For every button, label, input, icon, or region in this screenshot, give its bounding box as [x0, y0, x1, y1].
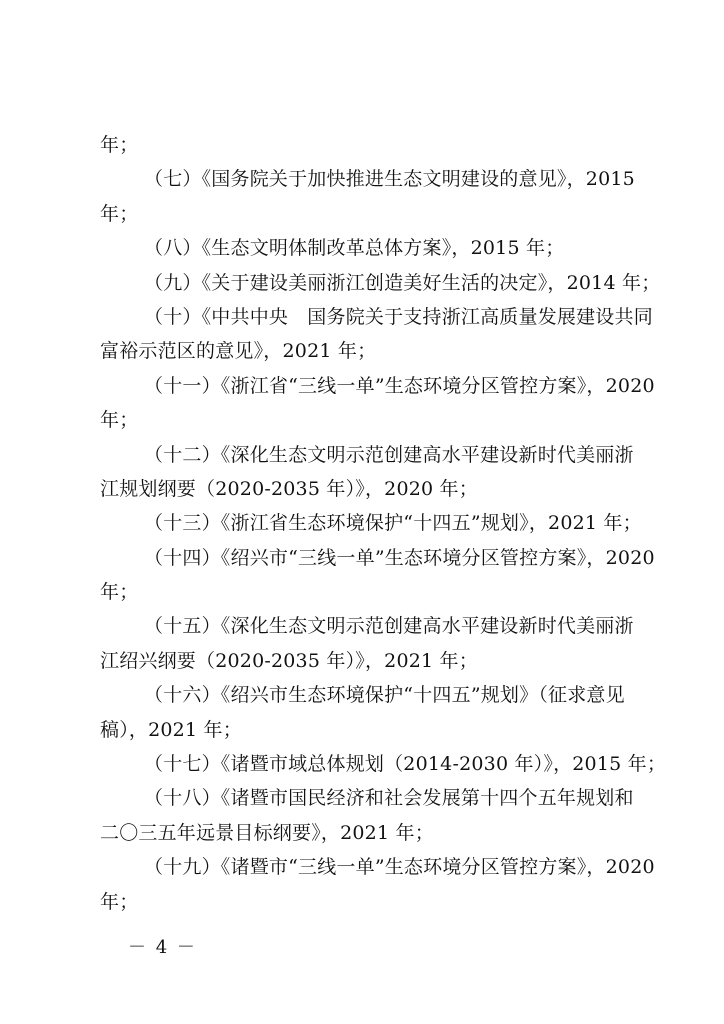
list-item-14: （十四）《绍兴市“三线一单”生态环境分区管控方案》，2020	[144, 546, 655, 569]
list-item-13: （十三）《浙江省生态环境保护“十四五”规划》，2021 年；	[144, 512, 642, 535]
text-line: 年；	[100, 581, 139, 604]
list-item-18: （十八）《诸暨市国民经济和社会发展第十四个五年规划和	[144, 787, 634, 810]
list-item-16: （十六）《绍兴市生态环境保护“十四五”规划》（征求意见	[144, 684, 625, 707]
list-item-11: （十一）《浙江省“三线一单”生态环境分区管控方案》，2020	[144, 374, 655, 397]
text-line: 年；	[100, 890, 139, 913]
text-line: 年；	[100, 134, 139, 156]
list-item-8: （八）《生态文明体制改革总体方案》，2015 年；	[144, 237, 565, 260]
text-line: 江规划纲要（2020-2035 年）》，2020 年；	[100, 477, 478, 500]
list-item-9: （九）《关于建设美丽浙江创造美好生活的决定》，2014 年；	[144, 271, 661, 294]
text-line: 年；	[100, 409, 139, 432]
list-item-12: （十二）《深化生态文明示范创建高水平建设新时代美丽浙	[144, 443, 634, 466]
text-line: 年；	[100, 202, 139, 225]
list-item-19: （十九）《诸暨市“三线一单”生态环境分区管控方案》，2020	[144, 856, 655, 879]
list-item-15: （十五）《深化生态文明示范创建高水平建设新时代美丽浙	[144, 615, 634, 638]
text-line: 富裕示范区的意见》，2021 年；	[100, 340, 377, 363]
text-line: 稿），2021 年；	[100, 718, 242, 741]
page-number: － 4 －	[128, 937, 197, 958]
list-item-17: （十七）《诸暨市域总体规划（2014-2030 年）》，2015 年；	[144, 753, 667, 776]
text-line: 二〇三五年远景目标纲要》，2021 年；	[100, 821, 434, 844]
list-item-10: （十）《中共中央 国务院关于支持浙江高质量发展建设共同	[144, 305, 653, 328]
document-body	[100, 128, 667, 919]
list-item-7: （七）《国务院关于加快推进生态文明建设的意见》，2015	[144, 168, 635, 191]
text-line: 江绍兴纲要（2020-2035 年）》，2021 年；	[100, 649, 478, 672]
